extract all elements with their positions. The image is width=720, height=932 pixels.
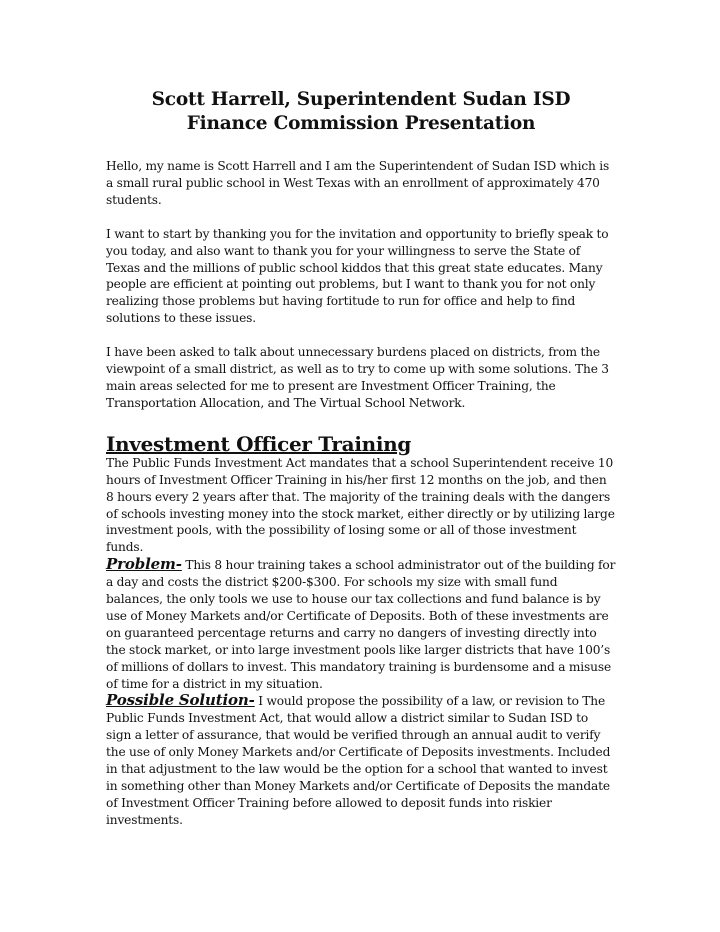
section-heading: Investment Officer Training — [106, 431, 412, 456]
document-page — [106, 88, 616, 829]
intro-paragraph-2: I want to start by thanking you for the invitation and opportunity to briefly speak to you today, and also want to thank you for your willingness to serve the State of Texas and the millions of public school kiddos that this great state educates. Many people are efficient at pointing out problems, but I want to thank you for not only realizing those problems but having fortitude to run for office and help to find solutions to these issues. — [106, 226, 609, 326]
document-title-line-1: Scott Harrell, Superintendent Sudan ISD — [151, 89, 571, 110]
problem-text: This 8 hour training takes a school administrator out of the building for a day and costs the district $200-$300. For schools my size with small fund balances, the only tools we use to house our tax collections and fund balance is by use of Money Markets and/or Certificate of Deposits. Both of these investments are on guaranteed percentage returns and carry no dangers of investing directly into the stock market, or into large investment pools like larger districts that have 100’s of millions of dollars to invest. This mandatory training is burdensome and a misuse of time for a district in my situation. — [106, 558, 616, 691]
section-body-paragraph: The Public Funds Investment Act mandates that a school Superintendent receive 10 hours of Investment Officer Training in his/her first 12 months on the job, and then 8 hours every 2 years after that. The majority of the training deals with the dangers of schools investing money into the stock market, either directly or by utilizing large investment pools, with the possibility of losing some or all of those investment funds. — [106, 455, 615, 555]
document-title-line-2: Finance Commission Presentation — [186, 113, 536, 134]
problem-paragraph — [106, 556, 616, 692]
intro-paragraph-1: Hello, my name is Scott Harrell and I am the Superintendent of Sudan ISD which is a small rural public school in West Texas with an enrollment of approximately 470 students. — [106, 159, 610, 207]
intro-paragraph-3: I have been asked to talk about unnecessary burdens placed on districts, from the viewpoint of a small district, as well as to try to come up with some solutions. The 3 main areas selected for me to present are Investment Officer Training, the Transportation Allocation, and The Virtual School Network. — [106, 345, 609, 410]
solution-paragraph — [106, 692, 616, 828]
problem-label: Problem- — [106, 555, 182, 574]
solution-text: I would propose the possibility of a law, or revision to The Public Funds Investment Act, that would allow a district similar to Sudan ISD to sign a letter of assurance, that would be verified through an annual audit to verify the use of only Money Markets and/or Certificate of Deposits investments. Included in that adjustment to the law would be the option for a school that wanted to invest in something other than Money Markets and/or Certificate of Deposits the mandate of Investment Officer Training before allowed to deposit funds into riskier investments. — [106, 694, 611, 827]
solution-label: Possible Solution- — [106, 691, 255, 710]
